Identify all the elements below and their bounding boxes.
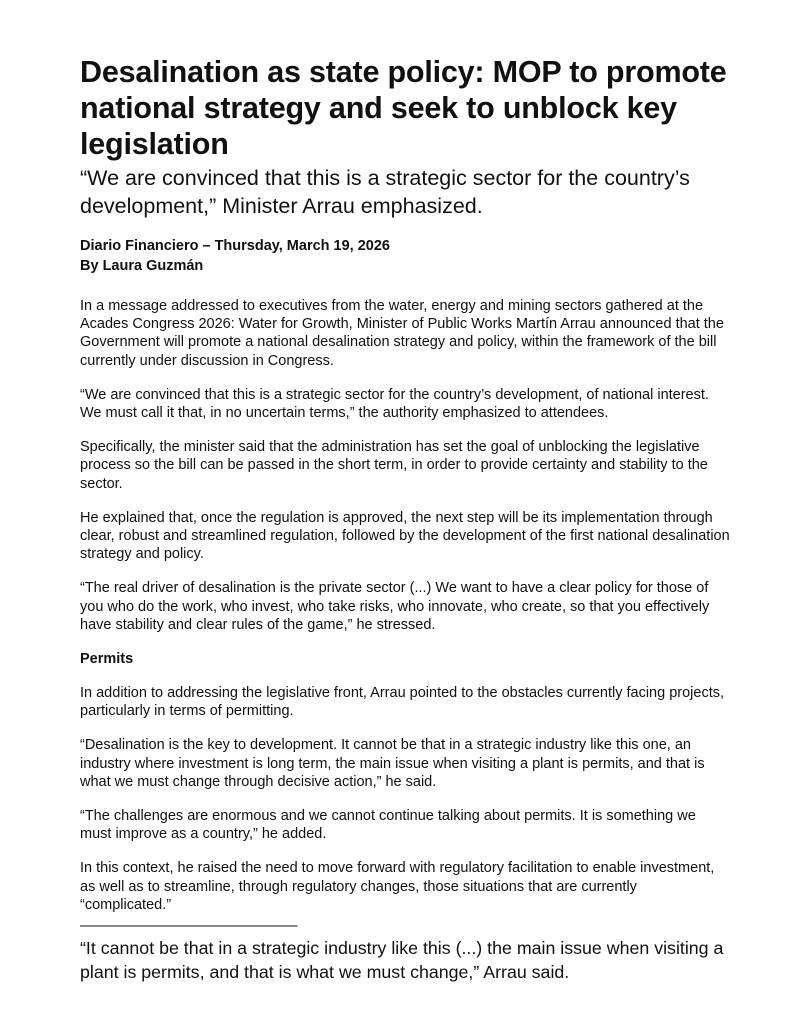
author: By Laura Guzmán bbox=[80, 258, 204, 274]
paragraph: In a message addressed to executives from the water, energy and mining sectors gathered at the Acades Congress 2026: Water for Growth, Minister of Public Works Martín Arrau announced that the Government will promote a national desalination strategy and policy, within the framework of the bill currently under discussion in Congress. bbox=[80, 298, 724, 369]
paragraph: “The challenges are enormous and we cannot continue talking about permits. It is something we must improve as a country,” he added. bbox=[80, 808, 696, 843]
paragraph: He explained that, once the regulation is approved, the next step will be its implementation through clear, robust and streamlined regulation, followed by the development of the first national desalination strategy and policy. bbox=[80, 509, 730, 563]
paragraph: In this context, he raised the need to move forward with regulatory facilitation to enable investment, as well as to streamline, through regulatory changes, those situations that are currently “complicated.” bbox=[80, 860, 715, 913]
dateline: Diario Financiero – Thursday, March 19, 2026 bbox=[80, 238, 390, 254]
paragraph: “We are convinced that this is a strategic sector for the country’s development, of national interest. We must call it that, in no uncertain terms,” the authority emphasized to attendees. bbox=[80, 386, 709, 422]
byline bbox=[80, 236, 730, 276]
paragraph: Specifically, the minister said that the administration has set the goal of unblocking the legislative process so the bill can be passed in the short term, in order to provide certainty and stability to the sector. bbox=[80, 439, 708, 492]
paragraph: In addition to addressing the legislative front, Arrau pointed to the obstacles currently facing projects, particularly in terms of permitting. bbox=[80, 685, 725, 720]
subheadline: “We are convinced that this is a strategic sector for the country’s development,” Minister Arrau emphasized. bbox=[80, 166, 690, 218]
headline: Desalination as state policy: MOP to promote national strategy and seek to unblock key legislation bbox=[80, 55, 727, 161]
article-body bbox=[80, 297, 730, 984]
article bbox=[80, 54, 730, 984]
divider: ——————————————— bbox=[80, 918, 298, 935]
paragraph: “Desalination is the key to development. It cannot be that in a strategic industry like this one, an industry where investment is long term, the main issue when visiting a plant is permits, and that is what we must change through decisive action,” he said. bbox=[80, 737, 705, 790]
section-heading-permits: Permits bbox=[80, 651, 134, 668]
paragraph: “The real driver of desalination is the private sector (...) We want to have a clear policy for those of you who do the work, who invest, who take risks, who innovate, who create, so that you effectively have stability and clear rules of the game,” he stressed. bbox=[80, 580, 710, 633]
pull-quote: “It cannot be that in a strategic industry like this (...) the main issue when visiting a plant is permits, and that is what we must change,” Arrau said. bbox=[80, 938, 724, 983]
